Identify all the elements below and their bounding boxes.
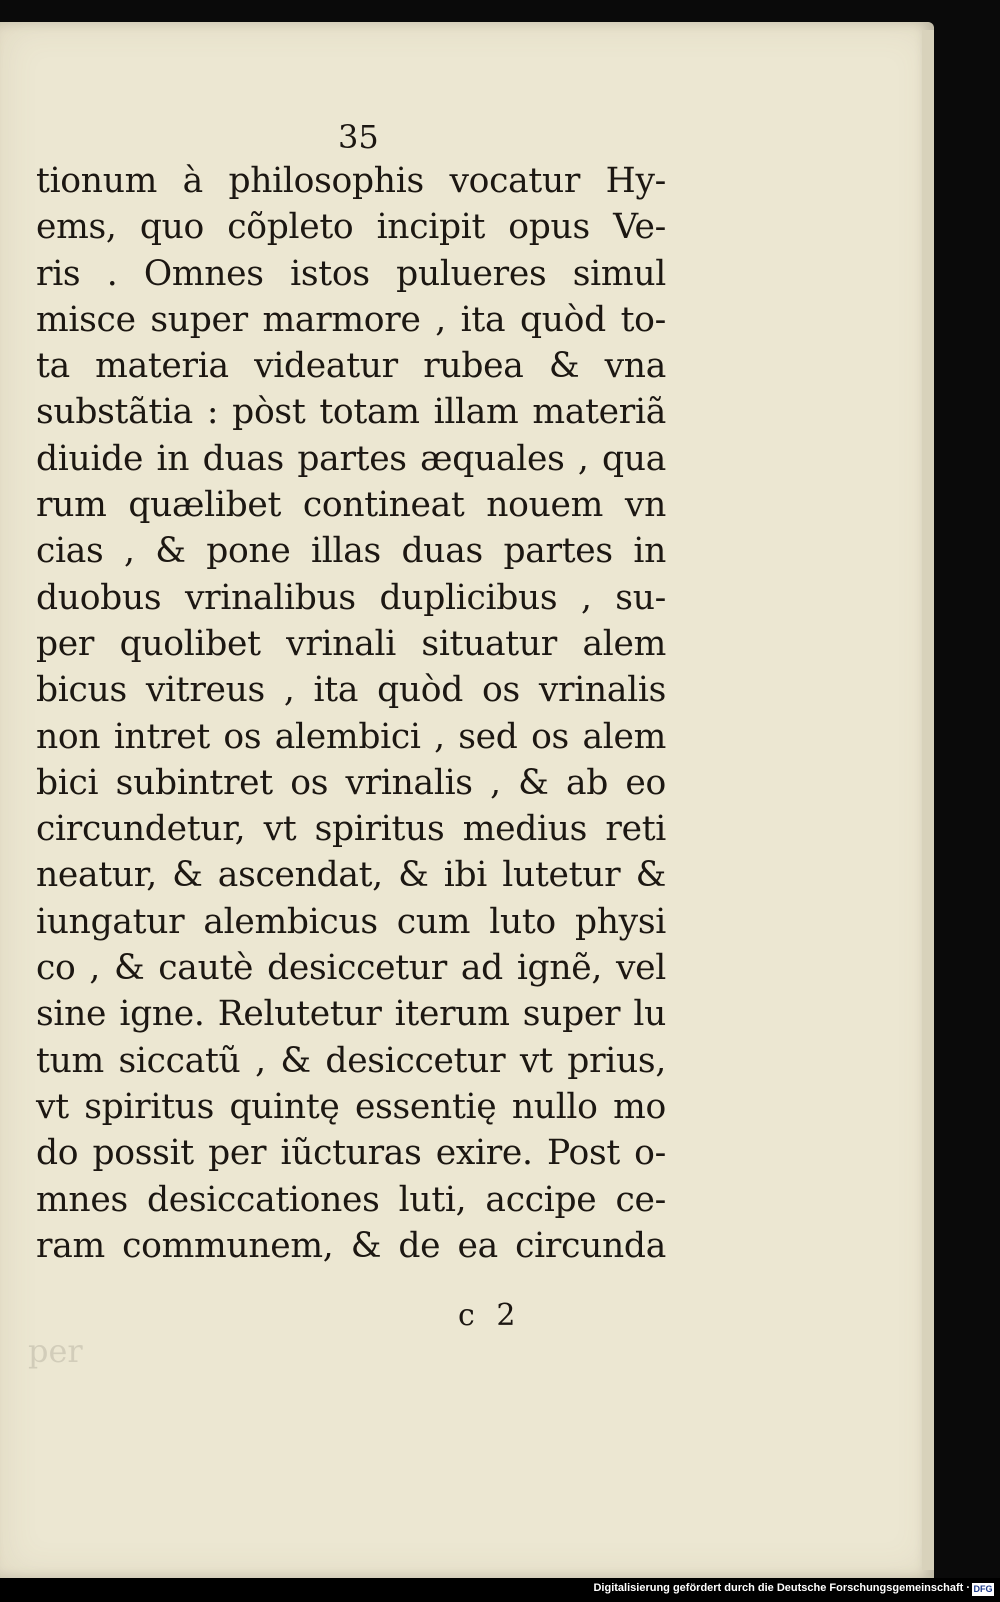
page-edge — [922, 30, 934, 1570]
text-line: ems, quo cõpleto incipit opus Ve- — [36, 207, 666, 248]
text-line: non intret os alembici , sed os alem — [36, 716, 666, 757]
text-line: rum quælibet contineat nouem vn — [36, 485, 666, 526]
text-line: mnes desiccationes luti, accipe ce- — [36, 1179, 666, 1220]
text-line: per quolibet vrinali situatur alem — [36, 623, 666, 664]
text-line: iungatur alembicus cum luto physi — [36, 901, 666, 942]
text-line: neatur, & ascendat, & ibi lutetur & — [36, 855, 666, 896]
text-line: bici subintret os vrinalis , & ab eo — [36, 762, 666, 803]
signature-mark: c 2 — [458, 1298, 522, 1333]
text-line: tionum à philosophis vocatur Hy- — [36, 161, 666, 201]
text-line: diuide in duas partes æquales , qua — [36, 438, 666, 479]
catchword-showthrough: per — [28, 1332, 83, 1370]
text-line: do possit per iũcturas exire. Post o- — [36, 1133, 666, 1174]
text-line: co , & cautè desiccetur ad ignẽ, vel — [36, 948, 666, 989]
text-line: circundetur, vt spiritus medius reti — [36, 809, 666, 850]
funding-credit: Digitalisierung gefördert durch die Deutsche Forschungsgemeinschaft · — [593, 1582, 970, 1594]
text-line: ta materia videatur rubea & vna — [36, 346, 666, 387]
text-line: substãtia : pòst totam illam materiã — [36, 392, 666, 433]
text-line: cias , & pone illas duas partes in — [36, 531, 666, 572]
text-line: sine igne. Relutetur iterum super lu — [36, 994, 666, 1035]
text-line: vt spiritus quintę essentię nullo mo — [36, 1086, 666, 1127]
page-number: 35 — [338, 118, 379, 156]
text-line: bicus vitreus , ita quòd os vrinalis — [36, 670, 666, 711]
text-line: duobus vrinalibus duplicibus , su- — [36, 577, 666, 618]
text-line: misce super marmore , ita quòd to- — [36, 299, 666, 340]
text-line: ris . Omnes istos pulueres simul — [36, 253, 666, 294]
text-line: tum siccatũ , & desiccetur vt prius, — [36, 1040, 666, 1081]
text-block — [36, 158, 666, 1269]
dfg-logo: DFG — [973, 1584, 993, 1594]
text-line: ram communem, & de ea circunda — [36, 1225, 666, 1266]
